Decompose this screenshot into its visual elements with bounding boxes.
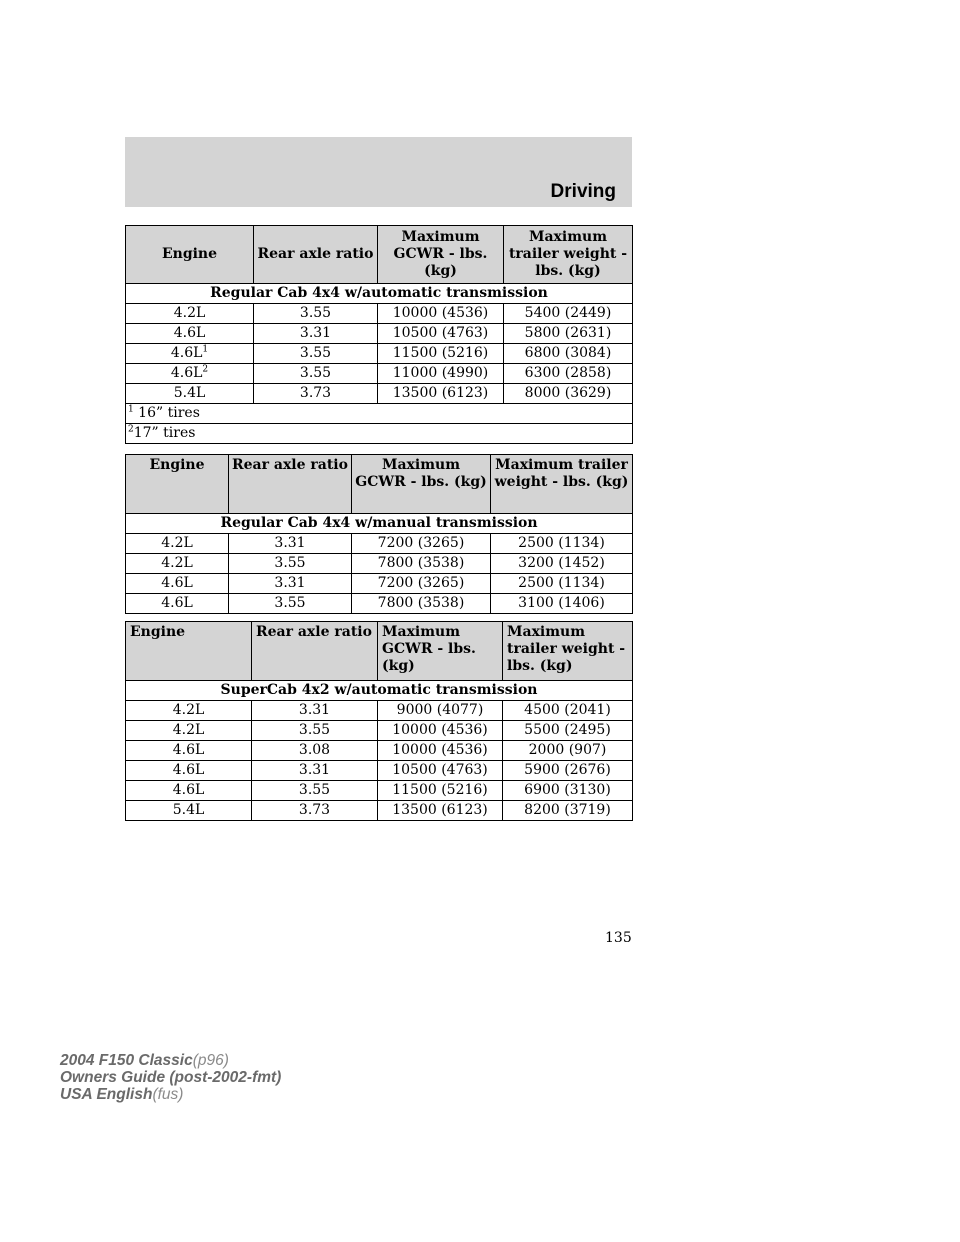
ratio-cell: 3.55 — [252, 781, 378, 801]
table-row — [126, 574, 633, 594]
footnote-text: 17” tires — [133, 425, 196, 441]
table-row — [126, 594, 633, 614]
ratio-cell: 3.55 — [254, 344, 378, 364]
trailer-cell: 4500 (2041) — [503, 701, 633, 721]
table-row — [126, 364, 633, 384]
trailer-cell: 5800 (2631) — [504, 324, 633, 344]
footnote-row — [126, 424, 633, 444]
footer-line — [60, 1069, 281, 1086]
footnote-marker: 1 — [202, 344, 209, 355]
gcwr-cell: 11000 (4990) — [378, 364, 504, 384]
ratio-cell: 3.08 — [252, 741, 378, 761]
footer-vehicle-code: (p96) — [192, 1052, 229, 1069]
ratio-cell: 3.55 — [229, 594, 352, 614]
gcwr-cell: 9000 (4077) — [378, 701, 503, 721]
ratio-cell: 3.31 — [252, 701, 378, 721]
trailer-cell: 5400 (2449) — [504, 304, 633, 324]
engine-cell: 4.6L — [126, 781, 252, 801]
engine-cell: 4.6L — [126, 741, 252, 761]
trailer-cell: 2500 (1134) — [491, 534, 633, 554]
column-header-max-trailer-weight: Maximum trailer weight - lbs. (kg) — [491, 455, 633, 514]
gcwr-cell: 10000 (4536) — [378, 741, 503, 761]
engine-cell: 4.2L — [126, 304, 254, 324]
table-group-row — [126, 681, 633, 701]
footnote-row — [126, 404, 633, 424]
group-label: SuperCab 4x2 w/automatic transmission — [126, 681, 633, 701]
table-header-row — [126, 622, 633, 681]
gcwr-cell: 10000 (4536) — [378, 721, 503, 741]
ratio-cell: 3.31 — [254, 324, 378, 344]
gcwr-cell: 13500 (6123) — [378, 801, 503, 821]
footer-line — [60, 1086, 281, 1103]
footer-language: USA English — [60, 1086, 153, 1103]
trailer-cell: 5500 (2495) — [503, 721, 633, 741]
footer-vehicle: 2004 F150 Classic — [60, 1052, 193, 1069]
table-group-row — [126, 514, 633, 534]
section-header-band — [125, 137, 632, 207]
table-row — [126, 344, 633, 364]
footnote-cell — [126, 404, 633, 424]
table-row — [126, 801, 633, 821]
engine-value: 4.6L — [170, 345, 203, 361]
column-header-rear-axle-ratio: Rear axle ratio — [252, 622, 378, 681]
column-header-engine: Engine — [126, 455, 229, 514]
column-header-max-trailer-weight: Maximum trailer weight - lbs. (kg) — [503, 622, 633, 681]
engine-cell — [126, 364, 254, 384]
trailer-cell: 8200 (3719) — [503, 801, 633, 821]
ratio-cell: 3.31 — [252, 761, 378, 781]
ratio-cell: 3.55 — [254, 364, 378, 384]
towing-table-supercab-4x2-automatic — [125, 621, 633, 821]
gcwr-cell: 11500 (5216) — [378, 344, 504, 364]
ratio-cell: 3.73 — [252, 801, 378, 821]
ratio-cell: 3.55 — [254, 304, 378, 324]
footnote-text: 16” tires — [133, 405, 200, 421]
table-row — [126, 781, 633, 801]
ratio-cell: 3.73 — [254, 384, 378, 404]
engine-cell: 4.6L — [126, 574, 229, 594]
gcwr-cell: 7800 (3538) — [352, 594, 491, 614]
page-number: 135 — [605, 930, 632, 946]
engine-cell — [126, 344, 254, 364]
engine-cell: 4.6L — [126, 761, 252, 781]
column-header-max-gcwr: Maximum GCWR - lbs. (kg) — [378, 622, 503, 681]
footnote-marker: 2 — [128, 424, 134, 435]
gcwr-cell: 10000 (4536) — [378, 304, 504, 324]
column-header-max-trailer-weight: Maximum trailer weight - lbs. (kg) — [504, 226, 633, 284]
engine-cell: 4.2L — [126, 534, 229, 554]
towing-table-regular-cab-4x4-automatic — [125, 225, 633, 444]
table-group-row — [126, 284, 633, 304]
table-header-row — [126, 226, 633, 284]
table-row — [126, 304, 633, 324]
trailer-cell: 3100 (1406) — [491, 594, 633, 614]
footer-language-code: (fus) — [152, 1086, 184, 1103]
trailer-cell: 2500 (1134) — [491, 574, 633, 594]
document-footer — [60, 1052, 281, 1103]
gcwr-cell: 7800 (3538) — [352, 554, 491, 574]
gcwr-cell: 7200 (3265) — [352, 574, 491, 594]
trailer-cell: 6900 (3130) — [503, 781, 633, 801]
gcwr-cell: 7200 (3265) — [352, 534, 491, 554]
engine-cell: 5.4L — [126, 801, 252, 821]
engine-cell: 4.2L — [126, 721, 252, 741]
table-row — [126, 554, 633, 574]
footer-line — [60, 1052, 281, 1069]
table-row — [126, 741, 633, 761]
section-title: Driving — [550, 181, 616, 202]
ratio-cell: 3.55 — [252, 721, 378, 741]
table-row — [126, 324, 633, 344]
trailer-cell: 8000 (3629) — [504, 384, 633, 404]
engine-cell: 4.6L — [126, 324, 254, 344]
column-header-max-gcwr: Maximum GCWR - lbs. (kg) — [352, 455, 491, 514]
engine-cell: 4.6L — [126, 594, 229, 614]
engine-cell: 5.4L — [126, 384, 254, 404]
engine-cell: 4.2L — [126, 701, 252, 721]
towing-table-regular-cab-4x4-manual — [125, 454, 633, 614]
ratio-cell: 3.31 — [229, 534, 352, 554]
gcwr-cell: 13500 (6123) — [378, 384, 504, 404]
engine-value: 4.6L — [170, 365, 203, 381]
ratio-cell: 3.55 — [229, 554, 352, 574]
footnote-marker: 1 — [128, 404, 134, 415]
table-header-row — [126, 455, 633, 514]
column-header-engine: Engine — [126, 226, 254, 284]
column-header-rear-axle-ratio: Rear axle ratio — [254, 226, 378, 284]
trailer-cell: 6300 (2858) — [504, 364, 633, 384]
column-header-rear-axle-ratio: Rear axle ratio — [229, 455, 352, 514]
engine-cell: 4.2L — [126, 554, 229, 574]
table-row — [126, 721, 633, 741]
trailer-cell: 6800 (3084) — [504, 344, 633, 364]
footer-guide: Owners Guide (post-2002-fmt) — [60, 1069, 282, 1086]
gcwr-cell: 10500 (4763) — [378, 324, 504, 344]
trailer-cell: 3200 (1452) — [491, 554, 633, 574]
column-header-engine: Engine — [126, 622, 252, 681]
gcwr-cell: 10500 (4763) — [378, 761, 503, 781]
trailer-cell: 5900 (2676) — [503, 761, 633, 781]
group-label: Regular Cab 4x4 w/automatic transmission — [126, 284, 633, 304]
column-header-max-gcwr: Maximum GCWR - lbs. (kg) — [378, 226, 504, 284]
table-row — [126, 761, 633, 781]
group-label: Regular Cab 4x4 w/manual transmission — [126, 514, 633, 534]
table-row — [126, 701, 633, 721]
ratio-cell: 3.31 — [229, 574, 352, 594]
trailer-cell: 2000 (907) — [503, 741, 633, 761]
table-row — [126, 534, 633, 554]
footnote-cell — [126, 424, 633, 444]
table-row — [126, 384, 633, 404]
footnote-marker: 2 — [202, 364, 209, 375]
gcwr-cell: 11500 (5216) — [378, 781, 503, 801]
